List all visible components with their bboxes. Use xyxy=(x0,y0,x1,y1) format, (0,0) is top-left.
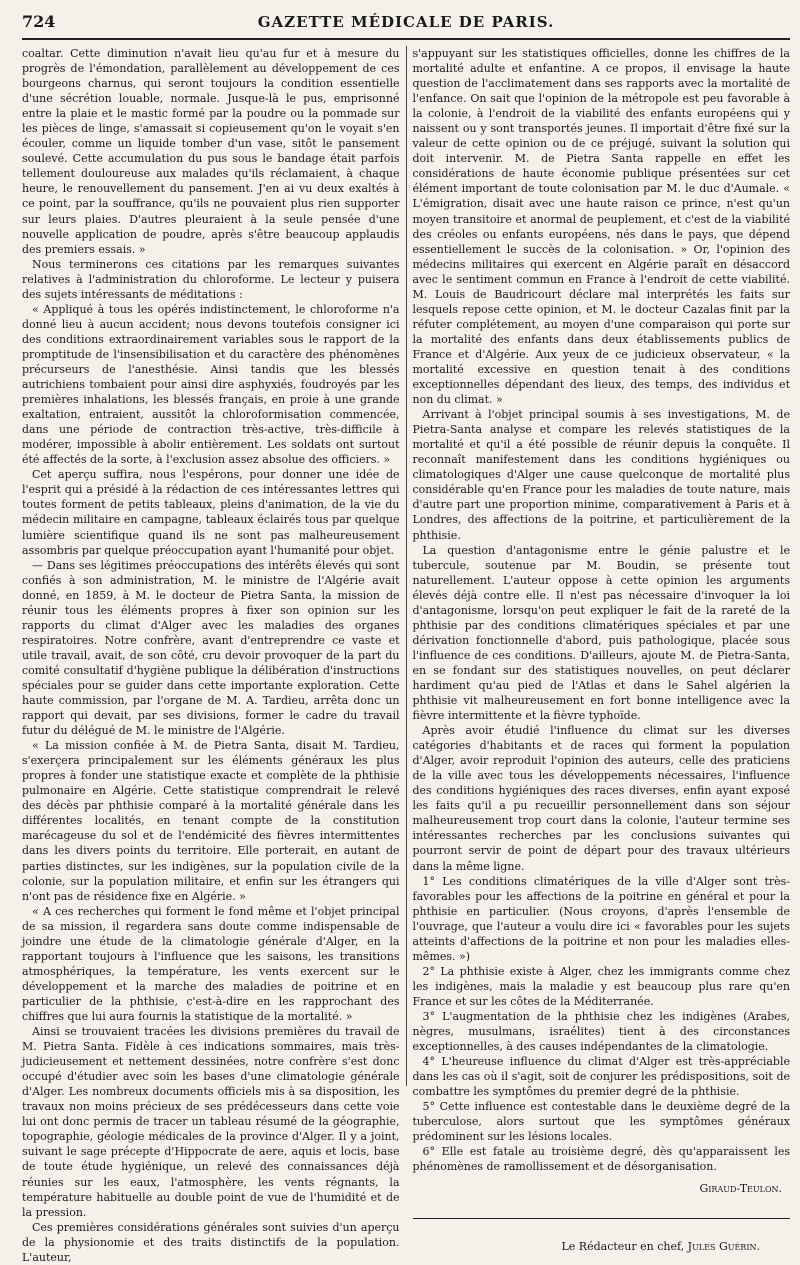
column-divider xyxy=(406,46,407,1086)
paragraph: Après avoir étudié l'influence du climat sur les diverses catégories d'habitants et de races qui forment la population d'Alger, avoir reproduit l'opinion des auteurs, celle des praticiens de la ville avec tous les développements nécessaires, l'influence des conditions hygiéniques des races diverses, enfin ayant exposé les faits qu'il a pu recueillir personnellement dans son séjour malheureusement trop court dans la colonie, l'auteur termine ses intéressantes recherches par les conclusions suivantes qui pourront servir de point de départ pour des travaux ultérieurs dans la même ligne. xyxy=(412,724,790,873)
editor-label: Le Rédacteur en chef, xyxy=(561,1239,685,1253)
conclusion-item: 1° Les conditions climatériques de la ville d'Alger sont très-favorables pour les affections de la poitrine en général et pour la phthisie en particulier. (Nous croyons, d'après l'ensemble de l'ouvrage, que l'auteur a voulu dire ici « favorables pour les sujets atteints d'affections de la poitrine et non pour les maladies elles-mêmes. ») xyxy=(412,874,790,963)
text-columns xyxy=(22,46,790,1264)
paragraph: — Dans ses légitimes préoccupations des intérêts élevés qui sont confiés à son administration, M. le ministre de l'Algérie avait donné, en 1859, à M. le docteur de Pietra Santa, la mission de réunir tous les éléments propres à fixer son opinion sur les rapports du climat d'Alger avec les maladies des organes respiratoires. Notre confrère, avant d'entreprendre ce vaste et utile travail, avait, de son côté, cru devoir provoquer de la part du comité consultatif d'hygiène publique la délibération d'instructions spéciales pour se guider dans cette importante exploration. Cette haute commission, par l'organe de M. A. Tardieu, arrêta donc un rapport qui devait, par ses divisions, former le cadre du travail futur du délégué de M. le ministre de l'Algérie. xyxy=(22,558,400,738)
separator-line xyxy=(413,1218,791,1219)
page-number: 724 xyxy=(22,12,56,31)
paragraph: La question d'antagonisme entre le génie palustre et le tubercule, soutenue par M. Boudin, se présente tout naturellement. L'auteur oppose à cette opinion les arguments élevés déjà contre elle. Il n'est pas nécessaire d'invoquer la loi d'antagonisme, lorsqu'on peut expliquer le fait de la rareté de la phthisie par des conditions climatériques spéciales et par une dérivation fonctionnelle d'abord, puis pathologique, placée sous l'influence de ces conditions. D'ailleurs, ajoute M. de Pietra-Santa, en se fondant sur des statistiques nouvelles, on peut déclarer hardiment qu'au pied de l'Atlas et dans le Sahel algérien la phthisie vit malheureusement en fort bonne intelligence avec la fièvre intermittente et la fièvre typhoïde. xyxy=(412,543,790,723)
paragraph: coaltar. Cette diminution n'avait lieu qu'au fur et à mesure du progrès de l'émondation, parallèlement au développement de ces bourgeons charnus, qui seront toujours la condition essentielle d'une sécrétion louable, normale. Jusque-là le pus, emprisonné entre la plaie et le mastic formé par la poudre ou la pommade sur les pièces de linge, s'amassait si copieusement qu'on le voyait s'en écouler, comme un liquide tomber d'un vase, sitôt le pansement soulevé. Cette accumulation du pus sous le bandage était parfois tellement douloureuse aux malades qu'ils réclamaient, à chaque heure, le renouvellement du pansement. J'en ai vu deux exaltés à ce point, par la souffrance, qu'ils ne pouvaient plus rien supporter sur leurs plaies. D'autres pleuraient à la seule pensée d'une nouvelle application de poudre, après s'être beaucoup applaudis des premiers essais. » xyxy=(22,47,400,256)
right-column xyxy=(412,46,791,1253)
conclusion-item: 4° L'heureuse influence du climat d'Alger est très-appréciable dans les cas où il s'agit, soit de conjurer les prédispositions, soit de combattre les symptômes du premier degré de la phthisie. xyxy=(412,1055,790,1099)
paragraph: Arrivant à l'objet principal soumis à ses investigations, M. de Pietra-Santa analyse et compare les relevés statistiques de la mortalité et qu'il a été possible de réunir depuis la conquête. Il reconnaît manifestement dans les conditions hygiéniques ou climatologiques d'Alger une cause quelconque de mortalité plus considérable qu'en France pour les maladies de toute nature, mais d'autre part une proportion minime, comparativement à Paris et à Londres, des affections de la poitrine, et particulièrement de la phthisie. xyxy=(412,408,790,542)
author-signature: Giraud-Teulon. xyxy=(699,1181,782,1195)
conclusion-item: 3° L'augmentation de la phthisie chez les indigènes (Arabes, nègres, musulmans, israélites) tient à des circonstances exceptionnelles, à des causes indépendantes de la climatologie. xyxy=(412,1010,790,1054)
paragraph: Nous terminerons ces citations par les remarques suivantes relatives à l'administration du chloroforme. Le lecteur y puisera des sujets intéressants de méditations : xyxy=(22,257,400,301)
journal-title: GAZETTE MÉDICALE DE PARIS. xyxy=(257,13,555,31)
page-header xyxy=(22,12,790,40)
paragraph: Ainsi se trouvaient tracées les divisions premières du travail de M. Pietra Santa. Fidèle à ces indications sommaires, mais très-judicieusement et nettement dessinées, notre confrère s'est donc occupé d'étudier avec soin les bases d'une climatologie générale d'Alger. Les nombreux documents officiels mis à sa disposition, les travaux non moins précieux de ses prédécesseurs dans cette voie lui ont donc permis de tracer un tableau résumé de la géographie, topographie, géologie médicales de la province d'Alger. Il y a joint, suivant le sage précepte d'Hippocrate de aere, aquis et locis, base de toute étude hygiénique, un relevé des connaissances déjà réunies sur les eaux, l'atmosphère, les vents régnants, la température habituelle au double point de vue de l'humidité et de la pression. xyxy=(22,1025,400,1219)
paragraph: s'appuyant sur les statistiques officielles, donne les chiffres de la mortalité adulte et enfantine. A ce propos, il envisage la haute question de l'acclimatement dans ses rapports avec la mortalité de l'enfance. On sait que l'opinion de la métropole est peu favorable à la colonie, à l'endroit de la viabilité des enfants européens qui y naissent ou y sont transportés jeunes. Il importait d'être fixé sur la valeur de cette opinion ou de ce préjugé, suivant la solution qui doit intervenir. M. de Pietra Santa rappelle en effet les considérations de haute économie publique présentées sur cet élément important de toute colonisation par M. le duc d'Aumale. « L'émigration, disait avec une haute raison ce prince, n'est qu'un moyen transitoire et anormal de peuplement, et c'est de la viabilité des créoles ou enfants européens, nés dans le pays, que dépend essentiellement le succès de la colonisation. » Or, l'opinion des médecins militaires qui exercent en Algérie paraît en désaccord avec le sentiment commun en France à l'endroit de cette viabilité. M. Louis de Baudricourt déclare mal interprétés les faits sur lesquels repose cette opinion, et M. le docteur Cazalas finit par la réfuter complétement, au moyen d'une comparaison qui porte sur la mortalité des enfants dans deux établissements publics de France et d'Algérie. Aux yeux de ce judicieux observateur, « la mortalité excessive en question tenait à des conditions exceptionnelles dépendant des lieux, des temps, des individus et non du climat. » xyxy=(412,47,790,407)
paragraph: Cet aperçu suffira, nous l'espérons, pour donner une idée de l'esprit qui a présidé à la rédaction de ces intéressantes lettres qui toutes forment de petits tableaux, pleins d'animation, de la vie du médecin militaire en campagne, tableaux éclairés tous par quelque lumière scientifique quand ils ne sont pas malheureusement assombris par quelque préoccupation ayant l'humanité pour objet. xyxy=(22,468,400,557)
editor-name: Jules Guérin. xyxy=(687,1239,760,1253)
editor-credit xyxy=(413,1239,791,1254)
paragraph: « La mission confiée à M. de Pietra Santa, disait M. Tardieu, s'exerçera principalement sur les éléments généraux les plus propres à fonder une statistique exacte et complète de la phthisie pulmonaire en Algérie. Cette statistique comprendrait le relevé des décès par phthisie comparé à la mortalité générale dans les différentes localités, en tenant compte de la constitution marécageuse du sol et de l'endémicité des fièvres intermittentes dans les divers points du territoire. Elle porterait, en autant de parties distinctes, sur les indigènes, sur la population civile de la colonie, sur la population militaire, et enfin sur les étrangers qui n'ont pas de résidence fixe en Algérie. » xyxy=(22,739,400,903)
paragraph: « Appliqué à tous les opérés indistinctement, le chloroforme n'a donné lieu à aucun accident; nous devons toutefois consigner ici des conditions extraordinairement variables sous le rapport de la promptitude de l'insensibilisation et du caractère des phénomènes précurseurs de l'anesthésie. Ainsi tandis que les blessés autrichiens tombaient pour ainsi dire asphyxiés, foudroyés par les premières inhalations, les blessés français, en proie à une grande exaltation, entraient, aussitôt la chloroformisation commencée, dans une période de contraction très-active, très-difficile à modérer, impossible à abolir entièrement. Les soldats ont surtout été affectés de la sorte, à l'exclusion assez absolue des officiers. » xyxy=(22,302,400,467)
paragraph: Ces premières considérations générales sont suivies d'un aperçu de la physionomie et des traits distinctifs de la population. L'auteur, xyxy=(22,1220,400,1264)
conclusion-item: 2° La phthisie existe à Alger, chez les immigrants comme chez les indigènes, mais la maladie y est beaucoup plus rare qu'en France et sur les côtes de la Méditerranée. xyxy=(412,964,790,1008)
conclusion-item: 6° Elle est fatale au troisième degré, dès qu'apparaissent les phénomènes de ramollissement et de désorganisation. xyxy=(412,1145,790,1174)
conclusion-item: 5° Cette influence est contestable dans le deuxième degré de la tuberculose, alors surtout que les symptômes généraux prédominent sur les lésions locales. xyxy=(412,1100,790,1144)
left-column xyxy=(22,46,400,1264)
paragraph: « A ces recherches qui forment le fond même et l'objet principal de sa mission, il regardera sans doute comme indispensable de joindre une étude de la climatologie générale d'Alger, en la rapportant toujours à l'influence que les saisons, les transitions atmosphériques, la température, les vents exercent sur le développement et la marche des maladies de poitrine et en particulier de la phthisie, c'est-à-dire en les rapprochant des chiffres que lui aura fournis la statistique de la mortalité. » xyxy=(22,904,400,1023)
